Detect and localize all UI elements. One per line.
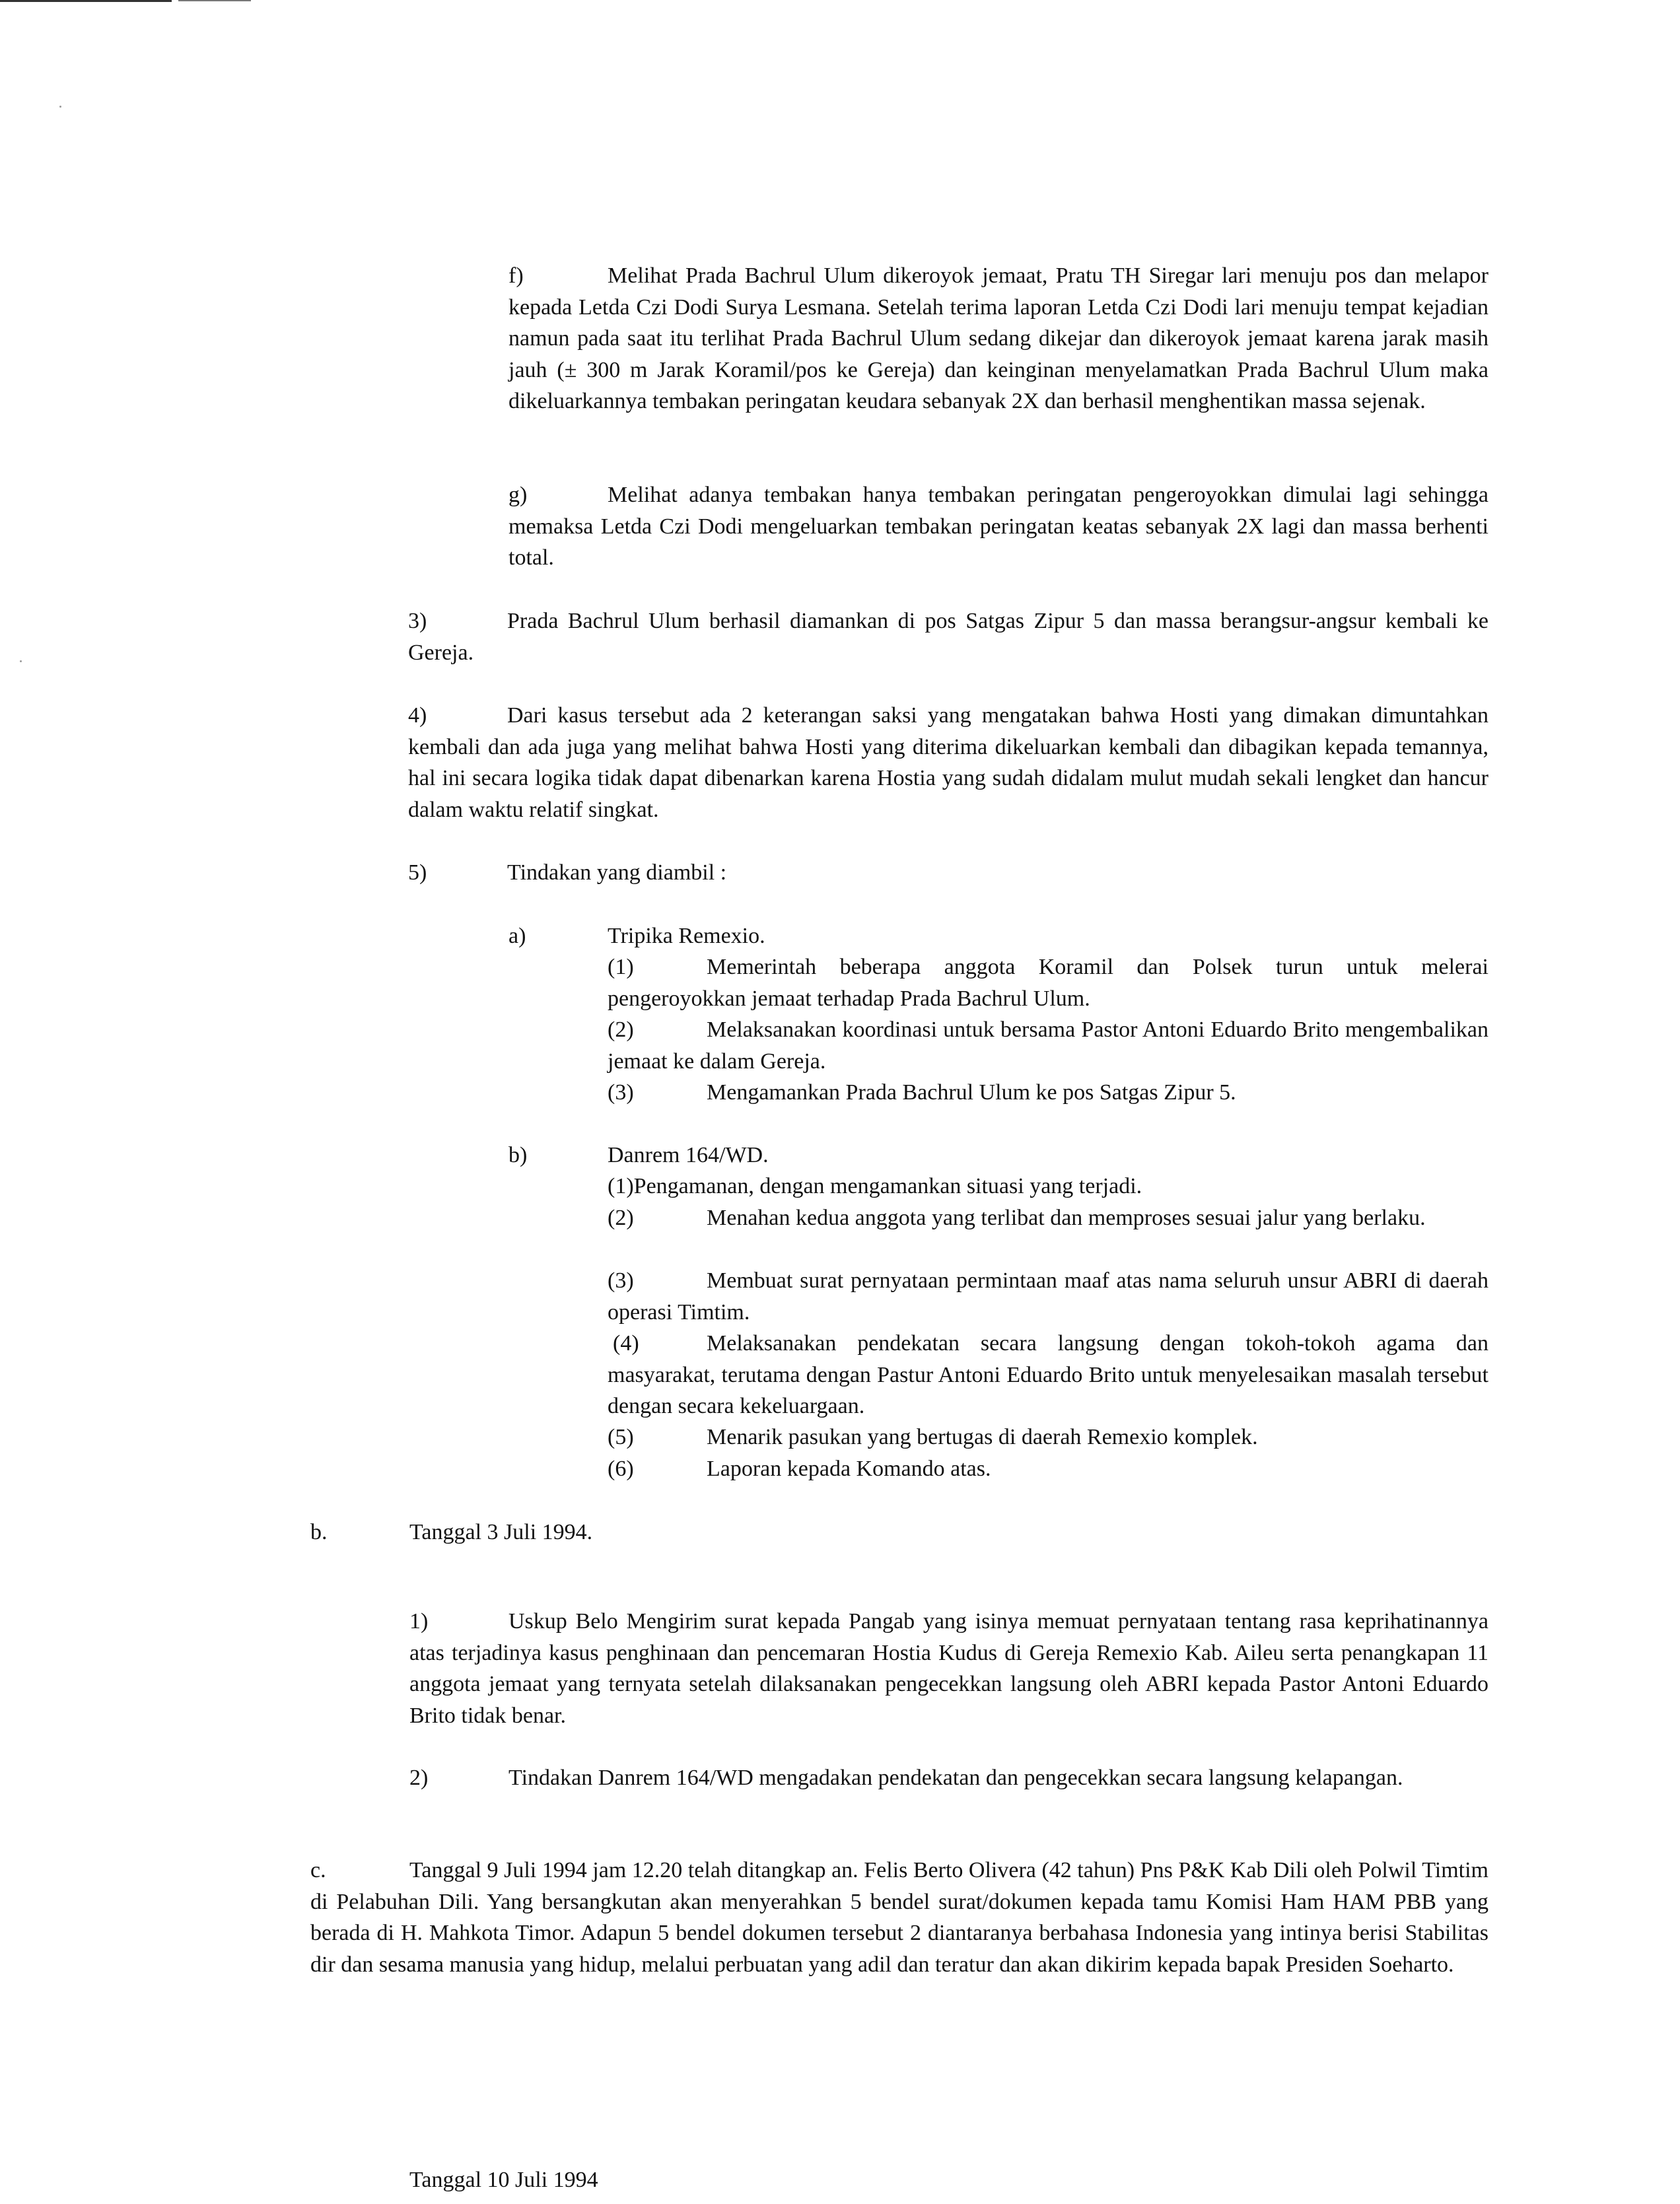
list-item <box>608 1328 1488 1422</box>
list-item-text: Melaksanakan koordinasi untuk bersama Pastor Antoni Eduardo Brito mengembalikan jemaat ke dalam Gereja. <box>608 1017 1488 1074</box>
section-label: b. <box>310 1520 328 1544</box>
paragraph-label: 5) <box>408 860 427 885</box>
list-item-number: (5) <box>608 1425 634 1449</box>
list-item-number: (2) <box>608 1017 634 1042</box>
sub-section-title: Danrem 164/WD. <box>608 1143 769 1167</box>
list-item-text: Laporan kepada Komando atas. <box>707 1457 991 1481</box>
section-title: Tanggal 3 Juli 1994. <box>409 1520 593 1544</box>
paragraph-label: 3) <box>408 609 427 633</box>
list-item-number: (6) <box>608 1457 634 1481</box>
scan-speck <box>59 106 61 108</box>
sub-section-title: Tripika Remexio. <box>608 924 765 948</box>
section-text: Tanggal 9 Juli 1994 jam 12.20 telah ditangkap an. Felis Berto Olivera (42 tahun) Pns P&K Kab Dili oleh Polwil Timtim di Pelabuhan Dili. Yang bersangkutan akan menyerahkan 5 bendel surat/dokumen kepada tamu Komisi Ham HAM PBB yang berada di H. Mahkota Timor. Adapun 5 bendel dokumen tersebut 2 diantaranya berbahasa Indonesia yang intinya berisi Stabilitas dir dan sesama manusia yang hidup, melalui perbuatan yang adil dan teratur dan akan dikirim kepada bapak Presiden Soeharto. <box>310 1858 1488 1977</box>
list-item-text: Menarik pasukan yang bertugas di daerah Remexio komplek. <box>707 1425 1258 1449</box>
paragraph-f <box>508 260 1488 417</box>
list-item-number: (1) <box>608 955 634 979</box>
list-item-text: Memerintah beberapa anggota Koramil dan Polsek turun untuk melerai pengeroyokkan jemaat terhadap Prada Bachrul Ulum. <box>608 955 1488 1011</box>
list-item-number: (3) <box>608 1268 634 1293</box>
paragraph-label: g) <box>508 483 528 507</box>
paragraph-text: Tindakan yang diambil : <box>507 860 727 885</box>
paragraph-b-1 <box>409 1606 1488 1731</box>
list-item <box>608 951 1488 1014</box>
paragraph-3 <box>408 605 1488 668</box>
paragraph-text: Melihat adanya tembakan hanya tembakan peringatan pengeroyokkan dimulai lagi sehingga memaksa Letda Czi Dodi mengeluarkan tembakan peringatan keatas sebanyak 2X lagi dan massa berhenti total. <box>508 483 1488 570</box>
list-item <box>608 1202 1488 1234</box>
paragraph-text: Dari kasus tersebut ada 2 keterangan saksi yang mengatakan bahwa Hosti yang dimakan dimuntahkan kembali dan ada juga yang melihat bahwa Hosti yang diterima dikeluarkan kembali dan dibagikan kepada temannya, hal ini secara logika tidak dapat dibenarkan karena Hostia yang sudah didalam mulut mudah sekali lengket dan hancur dalam waktu relatif singkat. <box>408 703 1488 822</box>
paragraph-label: 1) <box>409 1609 429 1634</box>
scan-edge-mark <box>178 0 251 1</box>
list-item-number: (4) <box>613 1331 639 1356</box>
paragraph-label: 2) <box>409 1766 429 1790</box>
paragraph-text: Uskup Belo Mengirim surat kepada Pangab yang isinya memuat pernyataan tentang rasa keprihatinannya atas terjadinya kasus penghinaan dan pencemaran Hostia Kudus di Gereja Remexio Kab. Aileu serta penangkapan 11 anggota jemaat yang ternyata setelah dilaksanakan pengecekkan langsung oleh ABRI kepada Pastor Antoni Eduardo Brito tidak benar. <box>409 1609 1488 1728</box>
section-c <box>310 1855 1488 1980</box>
cut-off-line <box>409 2168 598 2192</box>
paragraph-g <box>508 479 1488 574</box>
paragraph-text: Melihat Prada Bachrul Ulum dikeroyok jemaat, Pratu TH Siregar lari menuju pos dan melapor kepada Letda Czi Dodi Surya Lesmana. Setelah terima laporan Letda Czi Dodi lari menuju tempat kejadian namun pada saat itu terlihat Prada Bachrul Ulum sedang dikejar dan dikeroyok jemaat karena jarak masih jauh (± 300 m Jarak Koramil/pos ke Gereja) dan keinginan menyelamatkan Prada Bachrul Ulum maka dikeluarkannya tembakan peringatan keudara sebanyak 2X dan berhasil menghentikan massa sejenak. <box>508 263 1488 413</box>
list-item <box>608 1014 1488 1077</box>
list-item <box>608 1077 1488 1109</box>
paragraph-label: 4) <box>408 703 427 728</box>
list-item-text: Melaksanakan pendekatan secara langsung dengan tokoh-tokoh agama dan masyarakat, terutama dengan Pastur Antoni Eduardo Brito untuk menyelesaikan masalah tersebut dengan secara kekeluargaan. <box>608 1331 1488 1418</box>
list-item-number: (1) <box>608 1174 634 1198</box>
list-item <box>608 1171 1488 1202</box>
paragraph-b-2 <box>409 1762 1488 1794</box>
cut-off-text: Tanggal 10 Juli 1994 <box>409 2168 598 2192</box>
paragraph-4 <box>408 700 1488 825</box>
paragraph-text: Tindakan Danrem 164/WD mengadakan pendekatan dan pengecekkan secara langsung kelapangan. <box>508 1766 1403 1790</box>
list-item-text: Mengamankan Prada Bachrul Ulum ke pos Satgas Zipur 5. <box>707 1080 1236 1105</box>
list-item-text: Pengamanan, dengan mengamankan situasi yang terjadi. <box>633 1174 1142 1198</box>
scan-edge-mark <box>0 0 172 2</box>
list-item-text: Menahan kedua anggota yang terlibat dan memproses sesuai jalur yang berlaku. <box>707 1206 1426 1230</box>
list-item <box>608 1453 1488 1485</box>
paragraph-text: Prada Bachrul Ulum berhasil diamankan di pos Satgas Zipur 5 dan massa berangsur-angsur kembali ke Gereja. <box>408 609 1488 665</box>
list-item-number: (3) <box>608 1080 634 1105</box>
list-item-number: (2) <box>608 1206 634 1230</box>
section-label: c. <box>310 1858 326 1882</box>
list-item-text: Membuat surat pernyataan permintaan maaf atas nama seluruh unsur ABRI di daerah operasi Timtim. <box>608 1268 1488 1325</box>
scan-speck <box>20 660 22 662</box>
sub-section-label: a) <box>508 924 526 948</box>
sub-section-label: b) <box>508 1143 528 1167</box>
list-item <box>608 1265 1488 1328</box>
list-item <box>608 1422 1488 1453</box>
paragraph-label: f) <box>508 263 524 288</box>
